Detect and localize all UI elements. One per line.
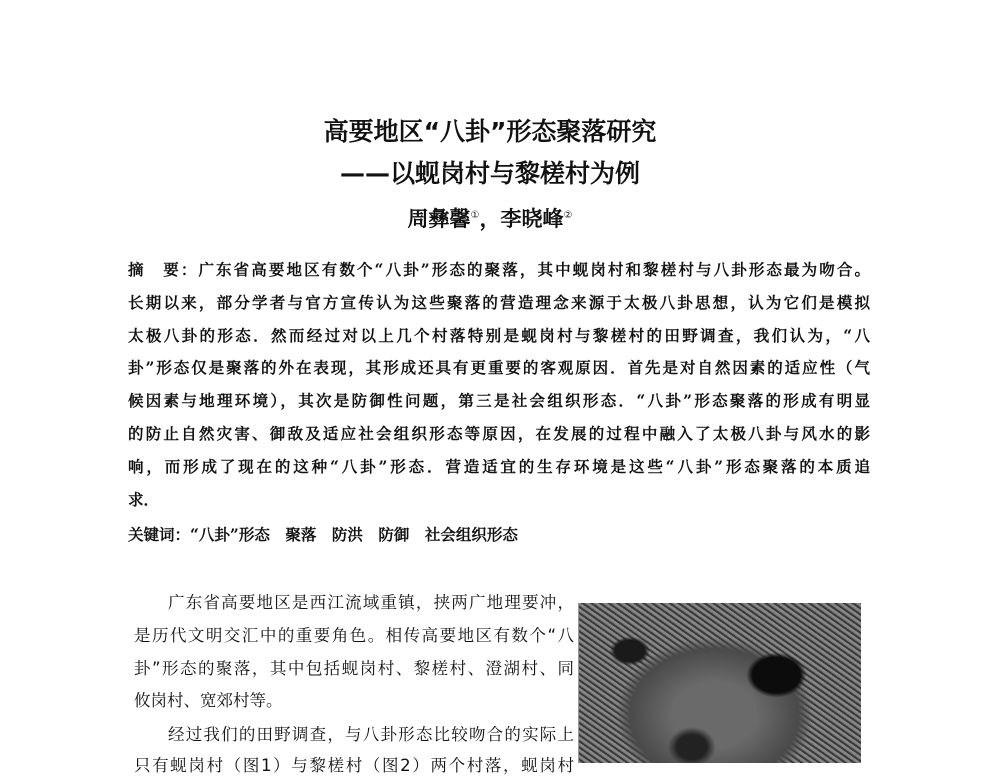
- author-name: 周彝馨: [407, 207, 471, 231]
- aerial-village-photo: [578, 603, 861, 763]
- abstract-line: 候因素与地理环境），其次是防御性问题，第三是社会组织形态．“八卦”形态聚落的形成有明显: [128, 391, 870, 410]
- abstract-line: 摘 要：广东省高要地区有数个“八卦”形态的聚落，其中蚬岗村和黎槎村与八卦形态最为吻合。: [128, 260, 870, 279]
- keywords: 关键词：“八卦”形态 聚落 防洪 防御 社会组织形态: [128, 525, 518, 544]
- body-line: 经过我们的田野调查，与八卦形态比较吻合的实际上: [168, 725, 574, 744]
- paper-subtitle: ——以蚬岗村与黎槎村为例: [339, 159, 640, 188]
- body-line: 广东省高要地区是西江流域重镇，挟两广地理要冲，: [168, 593, 574, 612]
- abstract-line: 响，而形成了现在的这种“八卦”形态．营造适宜的生存环境是这些“八卦”形态聚落的本质追: [128, 457, 870, 476]
- author-name: 李晓峰: [500, 207, 564, 231]
- body-line: 是历代文明交汇中的重要角色。相传高要地区有数个“八: [134, 626, 574, 645]
- abstract-line: 求．: [128, 490, 160, 509]
- paper-title: 高要地区“八卦”形态聚落研究: [323, 117, 657, 146]
- abstract-line: 长期以来，部分学者与官方宣传认为这些聚落的营造理念来源于太极八卦思想，认为它们是模拟: [128, 293, 870, 312]
- abstract-line: 太极八卦的形态．然而经过对以上几个村落特别是蚬岗村与黎槎村的田野调查，我们认为，“八: [128, 326, 870, 345]
- abstract-line: 卦”形态仅是聚落的外在表现，其形成还具有更重要的客观原因．首先是对自然因素的适应性（气: [128, 358, 870, 377]
- body-line: 只有蚬岗村（图1）与黎槎村（图2）两个村落，蚬岗村: [134, 756, 574, 775]
- body-line: 攸岗村、宽郊村等。: [134, 691, 283, 710]
- author-separator: ，: [479, 207, 501, 231]
- author-footnote-mark: ②: [563, 210, 573, 221]
- abstract-line: 的防止自然灾害、御敌及适应社会组织形态等原因，在发展的过程中融入了太极八卦与风水的影: [128, 424, 870, 443]
- body-line: 卦”形态的聚落，其中包括蚬岗村、黎槎村、澄湖村、同: [134, 659, 574, 678]
- author-footnote-mark: ①: [470, 210, 480, 221]
- authors: [0, 203, 980, 233]
